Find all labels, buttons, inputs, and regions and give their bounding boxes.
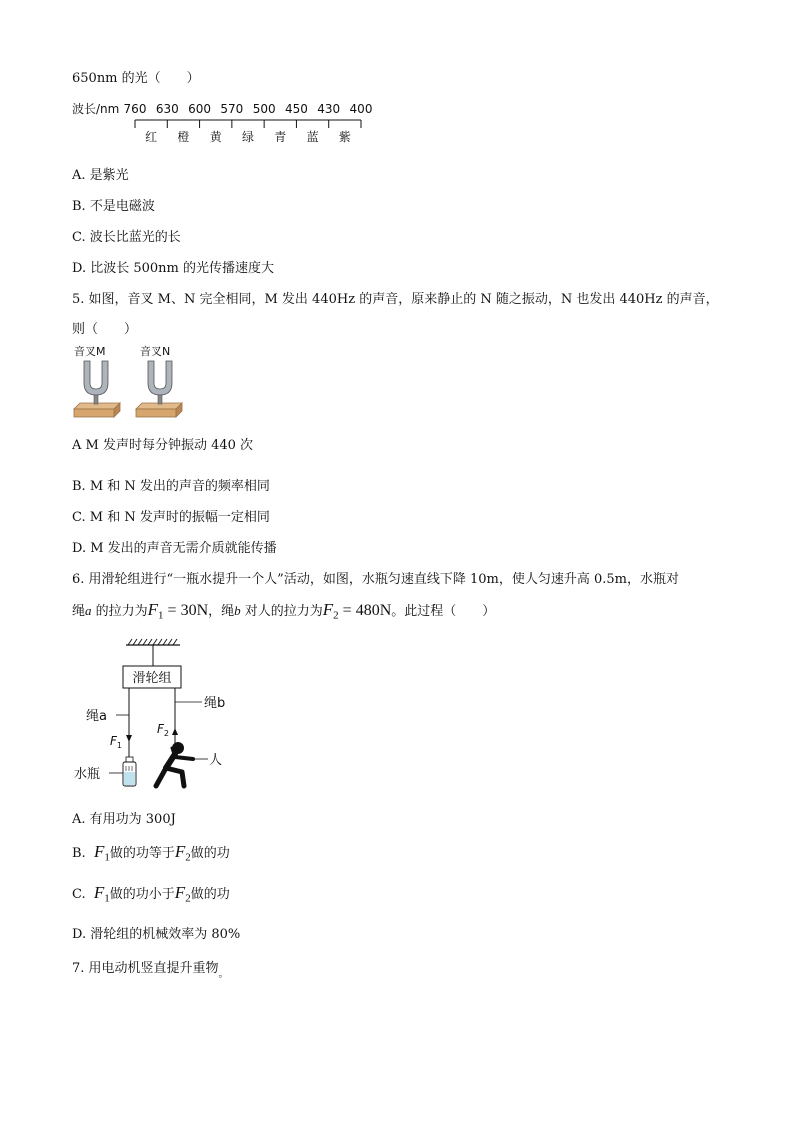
spectrum-axis-label: 波长/nm [72, 102, 120, 116]
wavelength-label: 600 [188, 102, 212, 116]
q5-stem-line1: 5. 如图，音叉 M、N 完全相同，M 发出 440Hz 的声音，原来静止的 N 随之振动，N 也发出 440Hz 的声音， [72, 292, 719, 307]
person-label: 人 [209, 753, 223, 768]
color-name-label: 蓝 [306, 130, 319, 144]
pulley-label: 滑轮组 [132, 671, 172, 686]
q6-option-c[interactable]: C. $F_1$做的功小于$F_2$做的功 [72, 883, 230, 905]
fork-n [148, 361, 172, 395]
spectrum-figure [72, 98, 382, 146]
q6-stem-line2: 绳a 的拉力为$F_1 = 30N$，绳b 对人的拉力为$F_2 = 480N$。此过程（ ） [72, 600, 496, 622]
q5-option-a[interactable]: A M 发声时每分钟振动 440 次 [72, 438, 254, 453]
color-name-label: 黄 [209, 130, 222, 144]
color-name-label: 紫 [338, 130, 351, 144]
q6-option-a[interactable]: A. 有用功为 300J [72, 812, 176, 827]
q4-option-b[interactable]: B. 不是电磁波 [72, 199, 155, 214]
wavelength-label: 450 [284, 102, 308, 116]
q4-option-a[interactable]: A. 是紫光 [72, 168, 129, 183]
q5-stem-line2: 则（ ） [72, 322, 138, 337]
tuning-fork-figure [72, 343, 187, 421]
rope-b-label: 绳b [204, 696, 226, 711]
q5-option-d[interactable]: D. M 发出的声音无需介质就能传播 [72, 541, 277, 556]
pulley-figure [72, 638, 242, 793]
wavelength-label: 630 [155, 102, 179, 116]
rope-a-label: 绳a [86, 709, 107, 724]
q7-stem: 7. 用电动机竖直提升重物$_。$ [72, 961, 229, 980]
color-name-label: 绿 [241, 130, 255, 144]
q4-option-d[interactable]: D. 比波长 500nm 的光传播速度大 [72, 261, 275, 276]
q5-option-c[interactable]: C. M 和 N 发声时的振幅一定相同 [72, 510, 270, 525]
wavelength-label: 430 [317, 102, 341, 116]
q6-option-d[interactable]: D. 滑轮组的机械效率为 80% [72, 927, 241, 942]
fork-m-label: 音叉M [74, 345, 106, 358]
color-name-label: 橙 [177, 130, 190, 144]
bottle-label: 水瓶 [74, 767, 101, 782]
wavelength-label: 760 [123, 102, 147, 116]
wavelength-label: 400 [349, 102, 373, 116]
fork-m [84, 361, 108, 395]
fork-n-label: 音叉N [140, 345, 171, 358]
water-bottle [123, 757, 136, 786]
f2-label: $F_2$ [157, 722, 169, 738]
q6-option-b[interactable]: B. $F_1$做的功等于$F_2$做的功 [72, 842, 230, 864]
q4-stem: 650nm 的光（ ） [72, 71, 200, 86]
wavelength-label: 500 [252, 102, 276, 116]
q4-option-c[interactable]: C. 波长比蓝光的长 [72, 230, 181, 245]
color-name-label: 青 [274, 130, 287, 144]
person-figure [156, 742, 193, 786]
q5-option-b[interactable]: B. M 和 N 发出的声音的频率相同 [72, 479, 270, 494]
q6-stem-line1: 6. 用滑轮组进行“一瓶水提升一个人”活动，如图，水瓶匀速直线下降 10m，使人匀速升高 0.5m，水瓶对 [72, 572, 679, 587]
f1-label: $F_1$ [110, 734, 122, 750]
color-name-label: 红 [145, 130, 158, 144]
wavelength-label: 570 [220, 102, 244, 116]
